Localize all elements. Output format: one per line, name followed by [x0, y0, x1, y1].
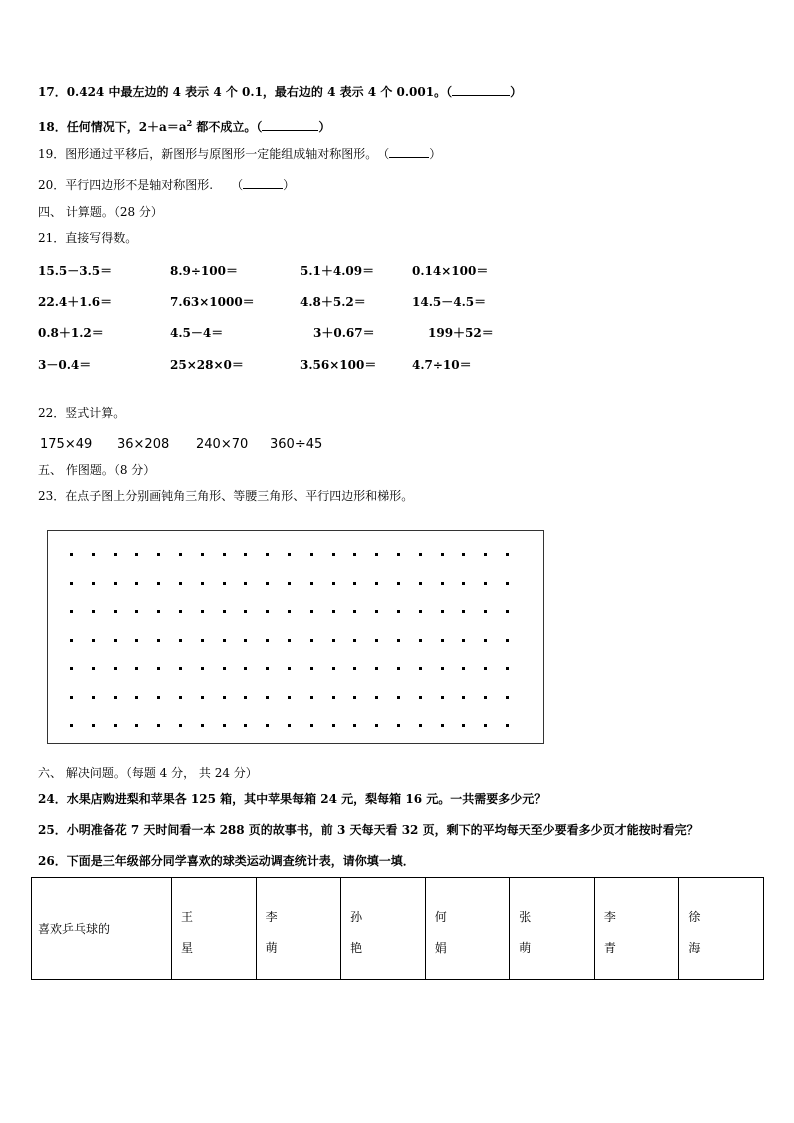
- answer-blank-20[interactable]: [243, 178, 283, 189]
- grid-dot: [223, 667, 226, 670]
- grid-dot: [244, 639, 247, 642]
- grid-dot: [201, 639, 204, 642]
- grid-dot: [332, 667, 335, 670]
- name-char: 李: [603, 910, 616, 924]
- name-char: 孙: [350, 910, 363, 924]
- question-21-title: 21．直接写得数。: [38, 231, 138, 245]
- grid-dot: [223, 553, 226, 556]
- grid-dot: [462, 553, 465, 556]
- grid-dot: [157, 667, 160, 670]
- name-cell: [679, 878, 764, 980]
- grid-dot: [310, 610, 313, 613]
- grid-dot: [462, 639, 465, 642]
- grid-dot: [92, 696, 95, 699]
- question-20-close: ）: [283, 178, 296, 192]
- grid-dot: [201, 553, 204, 556]
- grid-dot: [288, 553, 291, 556]
- grid-dot: [441, 724, 444, 727]
- name-cell: [172, 878, 257, 980]
- grid-dot: [419, 667, 422, 670]
- grid-dot: [201, 696, 204, 699]
- grid-dot: [266, 582, 269, 585]
- grid-dot: [179, 553, 182, 556]
- name-char: 娟: [434, 941, 447, 955]
- name-char: 徐: [688, 910, 701, 924]
- grid-dot: [135, 639, 138, 642]
- grid-dot: [441, 667, 444, 670]
- grid-dot: [397, 696, 400, 699]
- grid-dot: [223, 639, 226, 642]
- question-19-text: 19．图形通过平移后，新图形与原图形一定能组成轴对称图形。 （: [38, 147, 390, 161]
- grid-dot: [506, 696, 509, 699]
- grid-dot: [244, 553, 247, 556]
- vertical-calc-item: 175×49: [40, 437, 93, 452]
- calc-item: 22.4＋1.6＝: [38, 295, 113, 309]
- grid-dot: [114, 667, 117, 670]
- grid-dot: [484, 724, 487, 727]
- question-17-text: 17．0.424 中最左边的 4 表示 4 个 0.1，最右边的 4 表示 4 个 0.001。（: [38, 85, 453, 99]
- grid-dot: [484, 582, 487, 585]
- grid-dot: [441, 582, 444, 585]
- name-char: 萌: [519, 941, 532, 955]
- grid-dot: [223, 582, 226, 585]
- grid-dot: [484, 610, 487, 613]
- grid-dot: [462, 724, 465, 727]
- grid-dot: [441, 696, 444, 699]
- grid-dot: [92, 667, 95, 670]
- grid-dot: [70, 724, 73, 727]
- grid-dot: [462, 582, 465, 585]
- grid-dot: [244, 610, 247, 613]
- grid-dot: [135, 553, 138, 556]
- grid-dot: [310, 639, 313, 642]
- question-20-text: 20．平行四边形不是轴对称图形. （: [38, 178, 244, 192]
- name-char: 张: [519, 910, 532, 924]
- grid-dot: [332, 696, 335, 699]
- grid-dot: [135, 582, 138, 585]
- grid-dot: [92, 582, 95, 585]
- question-20: [38, 177, 295, 193]
- grid-dot: [244, 724, 247, 727]
- grid-dot: [70, 610, 73, 613]
- name-cell: [425, 878, 510, 980]
- grid-dot: [157, 582, 160, 585]
- calc-item: 0.14×100＝: [412, 264, 489, 278]
- grid-dot: [484, 667, 487, 670]
- grid-dot: [244, 696, 247, 699]
- grid-dot: [157, 724, 160, 727]
- calc-item: 25×28×0＝: [170, 358, 244, 372]
- grid-dot: [310, 553, 313, 556]
- grid-dot: [462, 696, 465, 699]
- grid-dot: [179, 724, 182, 727]
- grid-dot: [332, 582, 335, 585]
- grid-dot: [353, 696, 356, 699]
- section-6-title: 六、 解决问题。（每题 4 分， 共 24 分）: [38, 766, 258, 780]
- name-char: 何: [434, 910, 447, 924]
- grid-dot: [288, 696, 291, 699]
- name-char: 星: [181, 941, 194, 955]
- grid-dot: [353, 553, 356, 556]
- grid-dot: [92, 553, 95, 556]
- calc-item: 8.9÷100＝: [170, 264, 238, 278]
- grid-dot: [310, 582, 313, 585]
- question-18-text-b: 都不成立。（: [192, 120, 263, 134]
- name-cell: [510, 878, 595, 980]
- grid-dot: [462, 667, 465, 670]
- grid-dot: [506, 639, 509, 642]
- grid-dot: [179, 610, 182, 613]
- grid-dot: [310, 696, 313, 699]
- grid-dot: [397, 724, 400, 727]
- grid-dot: [114, 724, 117, 727]
- grid-dot: [223, 696, 226, 699]
- grid-dot: [353, 667, 356, 670]
- grid-dot: [266, 724, 269, 727]
- name-cell: [256, 878, 341, 980]
- answer-blank-17[interactable]: [452, 85, 510, 96]
- grid-dot: [375, 667, 378, 670]
- grid-dot: [462, 610, 465, 613]
- question-18-close: ）: [318, 120, 331, 134]
- question-19: [38, 146, 441, 162]
- grid-dot: [310, 724, 313, 727]
- grid-dot: [397, 639, 400, 642]
- question-22-title: 22．竖式计算。: [38, 406, 126, 420]
- grid-dot: [506, 667, 509, 670]
- grid-dot: [484, 553, 487, 556]
- grid-dot: [441, 553, 444, 556]
- grid-dot: [375, 724, 378, 727]
- name-char: 李: [265, 910, 278, 924]
- grid-dot: [201, 610, 204, 613]
- grid-dot: [135, 610, 138, 613]
- grid-dot: [332, 610, 335, 613]
- grid-dot: [419, 610, 422, 613]
- grid-dot: [506, 553, 509, 556]
- grid-dot: [92, 610, 95, 613]
- grid-dot: [201, 667, 204, 670]
- calc-item: 4.5－4＝: [170, 326, 224, 340]
- grid-dot: [310, 667, 313, 670]
- grid-dot: [157, 610, 160, 613]
- survey-table: [31, 877, 764, 980]
- grid-dot: [484, 639, 487, 642]
- grid-dot: [288, 667, 291, 670]
- calc-item: 3＋0.67＝: [313, 326, 375, 340]
- grid-dot: [157, 639, 160, 642]
- question-18-text-a: 18．任何情况下，2＋a＝a: [38, 120, 187, 134]
- question-26: 26．下面是三年级部分同学喜欢的球类运动调查统计表，请你填一填．: [38, 854, 415, 868]
- dot-grid-box[interactable]: [47, 530, 544, 744]
- grid-dot: [70, 553, 73, 556]
- grid-dot: [223, 724, 226, 727]
- grid-dot: [92, 639, 95, 642]
- calc-item: 15.5－3.5＝: [38, 264, 113, 278]
- section-5-title: 五、 作图题。（8 分）: [38, 463, 156, 477]
- grid-dot: [70, 696, 73, 699]
- name-char: 王: [181, 910, 194, 924]
- grid-dot: [201, 582, 204, 585]
- grid-dot: [397, 553, 400, 556]
- grid-dot: [179, 696, 182, 699]
- vertical-calc-item: 36×208: [117, 437, 170, 452]
- answer-blank-18[interactable]: [262, 120, 318, 131]
- calc-item: 4.8＋5.2＝: [300, 295, 366, 309]
- grid-dot: [179, 639, 182, 642]
- row-label-cell: [32, 878, 172, 980]
- grid-dot: [332, 724, 335, 727]
- grid-dot: [288, 639, 291, 642]
- calc-item: 199＋52＝: [428, 326, 494, 340]
- grid-dot: [506, 724, 509, 727]
- grid-dot: [506, 610, 509, 613]
- question-18-exponent: 2: [186, 118, 193, 128]
- grid-dot: [332, 639, 335, 642]
- grid-dot: [114, 610, 117, 613]
- grid-dot: [375, 553, 378, 556]
- grid-dot: [266, 696, 269, 699]
- calc-item: 5.1＋4.09＝: [300, 264, 375, 278]
- grid-dot: [419, 724, 422, 727]
- question-18: [38, 115, 330, 135]
- grid-dot: [266, 667, 269, 670]
- grid-dot: [375, 639, 378, 642]
- name-char: 萌: [265, 941, 278, 955]
- grid-dot: [353, 724, 356, 727]
- grid-dot: [375, 610, 378, 613]
- calc-item: 14.5－4.5＝: [412, 295, 487, 309]
- name-char: 海: [688, 941, 701, 955]
- question-25: 25．小明准备花 7 天时间看一本 288 页的故事书，前 3 天每天看 32 页，剩下的平均每天至少要看多少页才能按时看完？: [38, 823, 699, 837]
- name-char: 青: [603, 941, 616, 955]
- grid-dot: [70, 582, 73, 585]
- grid-dot: [397, 610, 400, 613]
- grid-dot: [484, 696, 487, 699]
- section-4-title: 四、 计算题。（28 分）: [38, 205, 163, 219]
- vertical-calc-item: 240×70: [196, 437, 249, 452]
- question-24: 24．水果店购进梨和苹果各 125 箱，其中苹果每箱 24 元，梨每箱 16 元。一共需要多少元？: [38, 792, 547, 806]
- name-cell: [594, 878, 679, 980]
- grid-dot: [135, 724, 138, 727]
- grid-dot: [70, 667, 73, 670]
- grid-dot: [419, 639, 422, 642]
- grid-dot: [353, 610, 356, 613]
- grid-dot: [288, 724, 291, 727]
- grid-dot: [244, 667, 247, 670]
- name-cell: [341, 878, 426, 980]
- grid-dot: [353, 582, 356, 585]
- grid-dot: [114, 696, 117, 699]
- calc-item: 7.63×1000＝: [170, 295, 255, 309]
- grid-dot: [114, 639, 117, 642]
- grid-dot: [266, 610, 269, 613]
- grid-dot: [288, 610, 291, 613]
- grid-dot: [266, 639, 269, 642]
- grid-dot: [179, 667, 182, 670]
- grid-dot: [353, 639, 356, 642]
- grid-dot: [179, 582, 182, 585]
- grid-dot: [375, 582, 378, 585]
- calc-item: 3－0.4＝: [38, 358, 92, 372]
- grid-dot: [288, 582, 291, 585]
- calc-item: 4.7÷10＝: [412, 358, 472, 372]
- question-23-title: 23．在点子图上分别画钝角三角形、等腰三角形、平行四边形和梯形。: [38, 489, 414, 503]
- grid-dot: [266, 553, 269, 556]
- grid-dot: [135, 696, 138, 699]
- question-17-close: ）: [510, 85, 523, 99]
- grid-dot: [244, 582, 247, 585]
- grid-dot: [157, 696, 160, 699]
- grid-dot: [135, 667, 138, 670]
- grid-dot: [419, 696, 422, 699]
- row-label: 喜欢乒乓球的: [38, 922, 111, 936]
- answer-blank-19[interactable]: [389, 147, 429, 158]
- table-row: [32, 878, 764, 980]
- grid-dot: [70, 639, 73, 642]
- grid-dot: [92, 724, 95, 727]
- question-17: [38, 84, 522, 100]
- grid-dot: [506, 582, 509, 585]
- name-char: 艳: [350, 941, 363, 955]
- grid-dot: [419, 553, 422, 556]
- calc-item: 3.56×100＝: [300, 358, 377, 372]
- grid-dot: [419, 582, 422, 585]
- grid-dot: [114, 553, 117, 556]
- calc-item: 0.8＋1.2＝: [38, 326, 104, 340]
- grid-dot: [397, 582, 400, 585]
- grid-dot: [397, 667, 400, 670]
- grid-dot: [441, 610, 444, 613]
- grid-dot: [201, 724, 204, 727]
- grid-dot: [332, 553, 335, 556]
- grid-dot: [157, 553, 160, 556]
- grid-dot: [441, 639, 444, 642]
- question-19-close: ）: [429, 147, 442, 161]
- grid-dot: [114, 582, 117, 585]
- vertical-calc-item: 360÷45: [270, 437, 323, 452]
- grid-dot: [223, 610, 226, 613]
- grid-dot: [375, 696, 378, 699]
